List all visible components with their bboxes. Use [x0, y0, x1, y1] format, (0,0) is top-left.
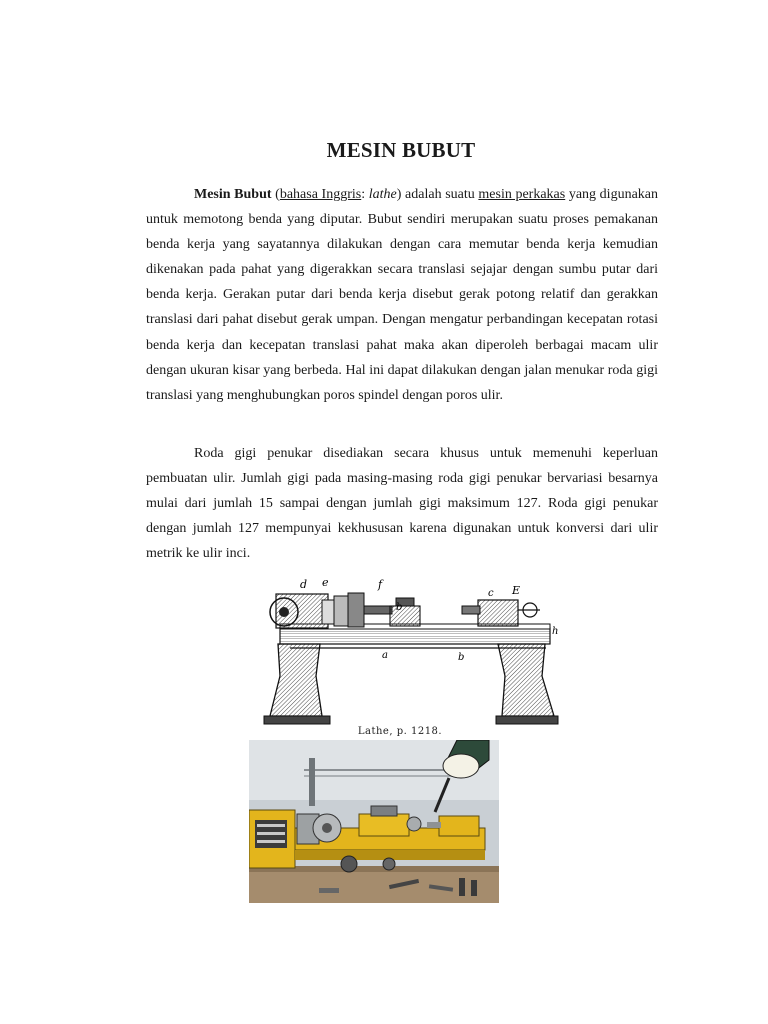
figure-caption: Lathe, p. 1218.	[357, 726, 443, 737]
figure-label: a	[382, 650, 388, 661]
paragraph-definition	[146, 182, 658, 408]
paragraph-change-gears	[146, 441, 658, 566]
figure-label: E	[512, 584, 521, 597]
figure-label: h	[552, 626, 559, 637]
link-bahasa-inggris[interactable]: bahasa Inggris	[279, 187, 362, 202]
paragraph-1-body: yang digunakan untuk memotong benda yang diputar. Bubut sendiri merupakan suatu proses pemakanan benda kerja yang sayatannya dilakukan dengan cara memutar benda kerja kemudian dikenakan pada pahat yang digerakkan secara translasi sejajar dengan sumbu putar dari benda kerja. Gerakan putar dari benda kerja disebut gerak potong relatif dan gerakkan translasi dari pahat disebut gerak umpan. Dengan mengatur perbandingan kecepatan rotasi benda kerja dan kecepatan translasi pahat maka akan diperoleh berbagai macam ulir dengan ukuran kisar yang berbeda. Hal ini dapat dilakukan dengan jalan menukar roda gigi translasi yang menghubungkan poros spindel dengan poros ulir.	[146, 187, 659, 403]
lathe-engraving-image	[250, 576, 562, 738]
english-term: lathe	[368, 187, 397, 202]
paragraph-2-body: Roda gigi penukar disediakan secara khusus untuk memenuhi keperluan pembuatan ulir. Jumlah gigi pada masing-masing roda gigi penukar bervariasi besarnya mulai dari jumlah 15 sampai dengan jumlah gigi maksimum 127. Roda gigi penukar dengan jumlah 127 mempunyai kekhususan karena digunakan untuk konversi dari ulir metrik ke ulir inci.	[146, 446, 658, 562]
lathe-photo-image	[249, 740, 499, 903]
figure-label: b	[458, 652, 465, 663]
page-title: MESIN BUBUT	[326, 138, 476, 162]
term-mesin-bubut: Mesin Bubut	[194, 187, 272, 202]
figure-label: e	[322, 576, 329, 589]
paren-open: (	[271, 187, 280, 202]
figure-label: f	[378, 578, 383, 591]
colon: :	[361, 187, 369, 202]
figure-label: d	[300, 578, 308, 591]
figure-label: b	[396, 602, 403, 613]
figure-label: c	[488, 588, 494, 599]
link-mesin-perkakas[interactable]: mesin perkakas	[478, 187, 566, 202]
paren-close: ) adalah suatu	[396, 187, 479, 202]
